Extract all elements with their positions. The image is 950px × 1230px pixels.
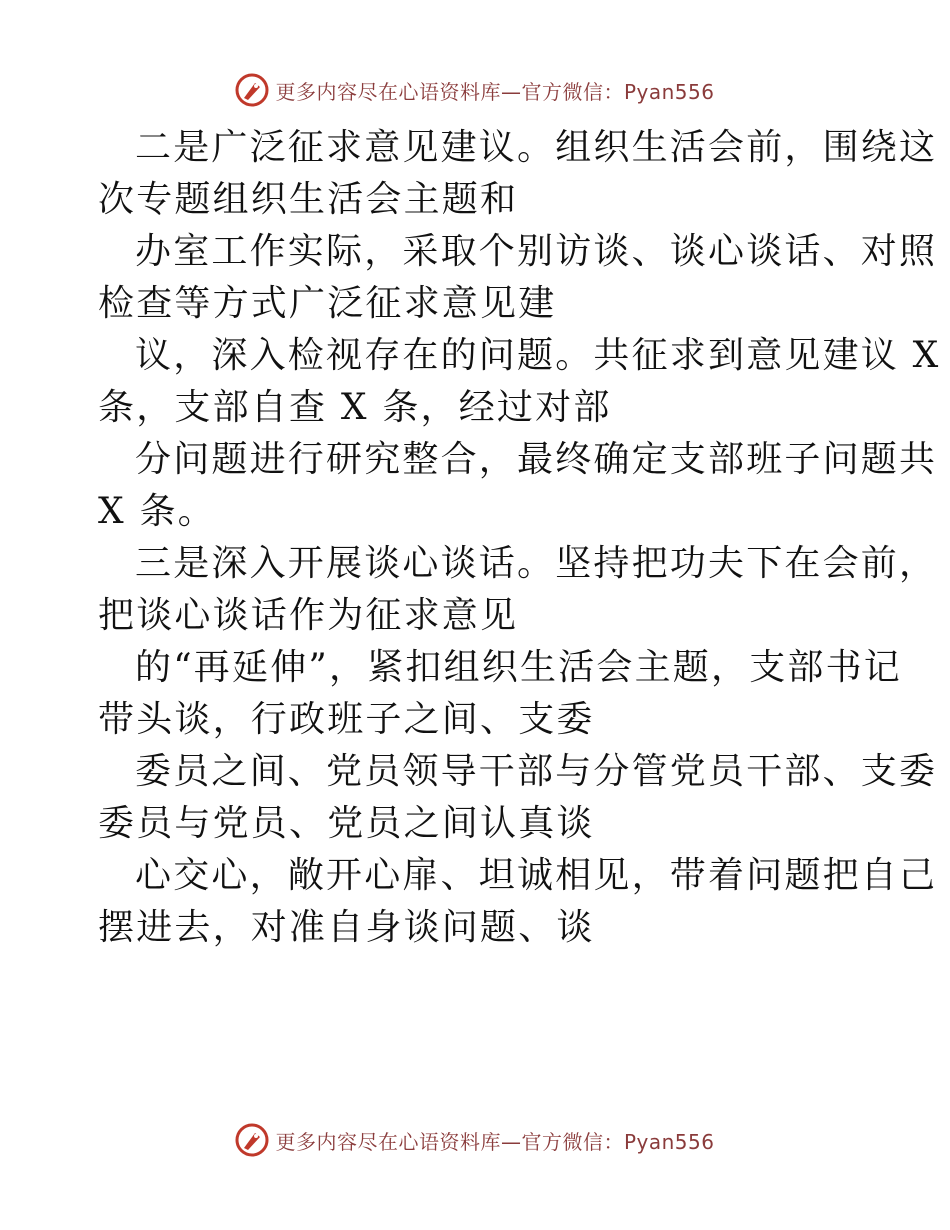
text-line: 委员与党员、党员之间认真谈 <box>98 803 595 844</box>
text-line: 三是深入开展谈心谈话。坚持把功夫下在会前， <box>135 543 938 584</box>
text-line: 摆进去，对准自身谈问题、谈 <box>98 907 595 948</box>
text-line: 次专题组织生活会主题和 <box>98 179 519 220</box>
header-banner <box>0 70 950 110</box>
header-wechat-label: 官方微信：Pyan556 <box>521 79 715 104</box>
footer-banner-separator: — <box>500 1129 522 1154</box>
header-banner-separator: — <box>500 79 522 104</box>
text-line: 的“再延伸”，紧扣组织生活会主题，支部书记 <box>135 647 903 688</box>
pen-nib-logo-icon <box>235 73 269 107</box>
text-line: 议，深入检视存在的问题。共征求到意见建议 X <box>135 335 941 376</box>
text-line: 办室工作实际，采取个别访谈、谈心谈话、对照 <box>135 231 938 272</box>
footer-banner-text <box>275 1126 714 1155</box>
footer-banner-title: 更多内容尽在心语资料库 <box>275 1129 501 1154</box>
pen-nib-logo-icon <box>235 1123 269 1157</box>
header-banner-text <box>275 76 714 105</box>
header-banner-title: 更多内容尽在心语资料库 <box>275 79 501 104</box>
text-line: 条，支部自查 X 条，经过对部 <box>98 387 612 428</box>
text-line: 分问题进行研究整合，最终确定支部班子问题共 <box>135 439 938 480</box>
text-line: 带头谈，行政班子之间、支委 <box>98 699 595 740</box>
footer-banner <box>0 1120 950 1160</box>
text-line: 把谈心谈话作为征求意见 <box>98 595 519 636</box>
text-line: 检查等方式广泛征求意见建 <box>98 283 557 324</box>
text-line: 委员之间、党员领导干部与分管党员干部、支委 <box>135 751 938 792</box>
footer-wechat-label: 官方微信：Pyan556 <box>521 1129 715 1154</box>
document-body <box>98 122 941 954</box>
text-line: X 条。 <box>98 491 216 532</box>
text-line: 二是广泛征求意见建议。组织生活会前，围绕这 <box>135 127 938 168</box>
text-line: 心交心，敞开心扉、坦诚相见，带着问题把自己 <box>135 855 938 896</box>
